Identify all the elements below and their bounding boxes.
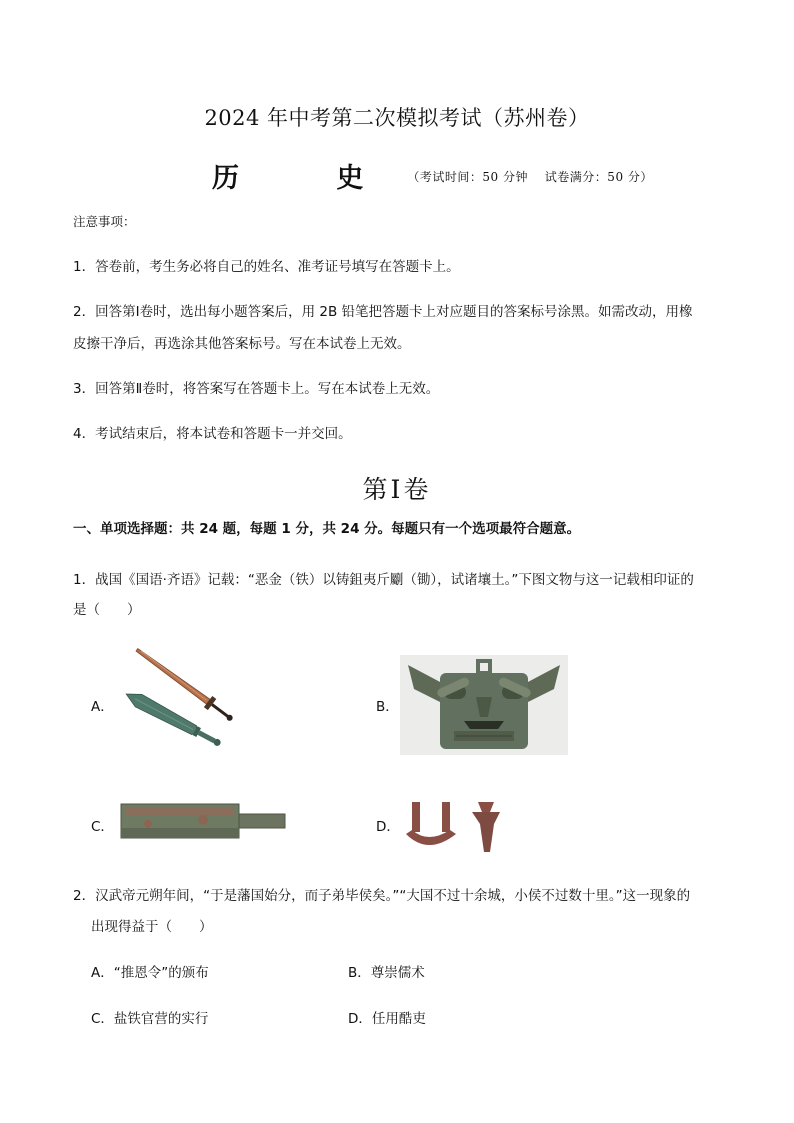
q1-option-c-label[interactable]: C． xyxy=(91,819,114,835)
q1-option-b-label[interactable]: B． xyxy=(376,699,399,715)
question-2-stem: 2．汉武帝元朔年间，“于是藩国始分，而子弟毕侯矣。”“大国不过十余城，小侯不过数十里。”这一现象的 xyxy=(73,888,691,904)
note-item-2: 2．回答第Ⅰ卷时，选出每小题答案后，用 2B 铅笔把答题卡上对应题目的答案标号涂黑。如需改动，用橡 xyxy=(73,304,693,320)
q1-option-a-label[interactable]: A． xyxy=(91,699,114,715)
volume-title: 第Ⅰ卷 xyxy=(362,475,432,504)
q2-option-a[interactable]: A．“推恩令”的颁布 xyxy=(91,965,209,981)
note-item-1: 1．答卷前，考生务必将自己的姓名、准考证号填写在答题卡上。 xyxy=(73,259,460,275)
bronze-mask-icon xyxy=(400,655,568,755)
exam-info: （考试时间：50 分钟 试卷满分：50 分） xyxy=(407,170,653,184)
subject-row xyxy=(212,156,653,195)
bronze-trough-icon xyxy=(118,800,288,842)
exam-title: 2024 年中考第二次模拟考试（苏州卷） xyxy=(204,106,590,130)
question-1-stem-cont: 是（ ） xyxy=(73,602,141,618)
q1-option-d-label[interactable]: D． xyxy=(376,819,400,835)
question-1-stem: 1．战国《国语·齐语》记载：“恶金（铁）以铸鉏夷斤劚（锄），试诸壤土。”下图文物与这一记载相印证的 xyxy=(73,572,694,588)
q2-option-b[interactable]: B．尊崇儒术 xyxy=(348,965,425,981)
iron-hoe-icon xyxy=(400,798,510,856)
bronze-swords-icon xyxy=(118,645,263,760)
subject-name: 历 史 xyxy=(212,163,408,194)
q2-option-d[interactable]: D．任用酷吏 xyxy=(348,1011,426,1027)
q2-option-c[interactable]: C．盐铁官营的实行 xyxy=(91,1011,209,1027)
note-item-4: 4．考试结束后，将本试卷和答题卡一并交回。 xyxy=(73,426,352,442)
note-item-2-cont: 皮擦干净后，再选涂其他答案标号。写在本试卷上无效。 xyxy=(73,336,411,352)
section-heading: 一、单项选择题：共 24 题，每题 1 分，共 24 分。每题只有一个选项最符合题意。 xyxy=(73,521,581,537)
note-item-3: 3．回答第Ⅱ卷时，将答案写在答题卡上。写在本试卷上无效。 xyxy=(73,381,440,397)
notes-heading: 注意事项： xyxy=(73,214,136,229)
question-2-stem-cont: 出现得益于（ ） xyxy=(91,919,213,935)
